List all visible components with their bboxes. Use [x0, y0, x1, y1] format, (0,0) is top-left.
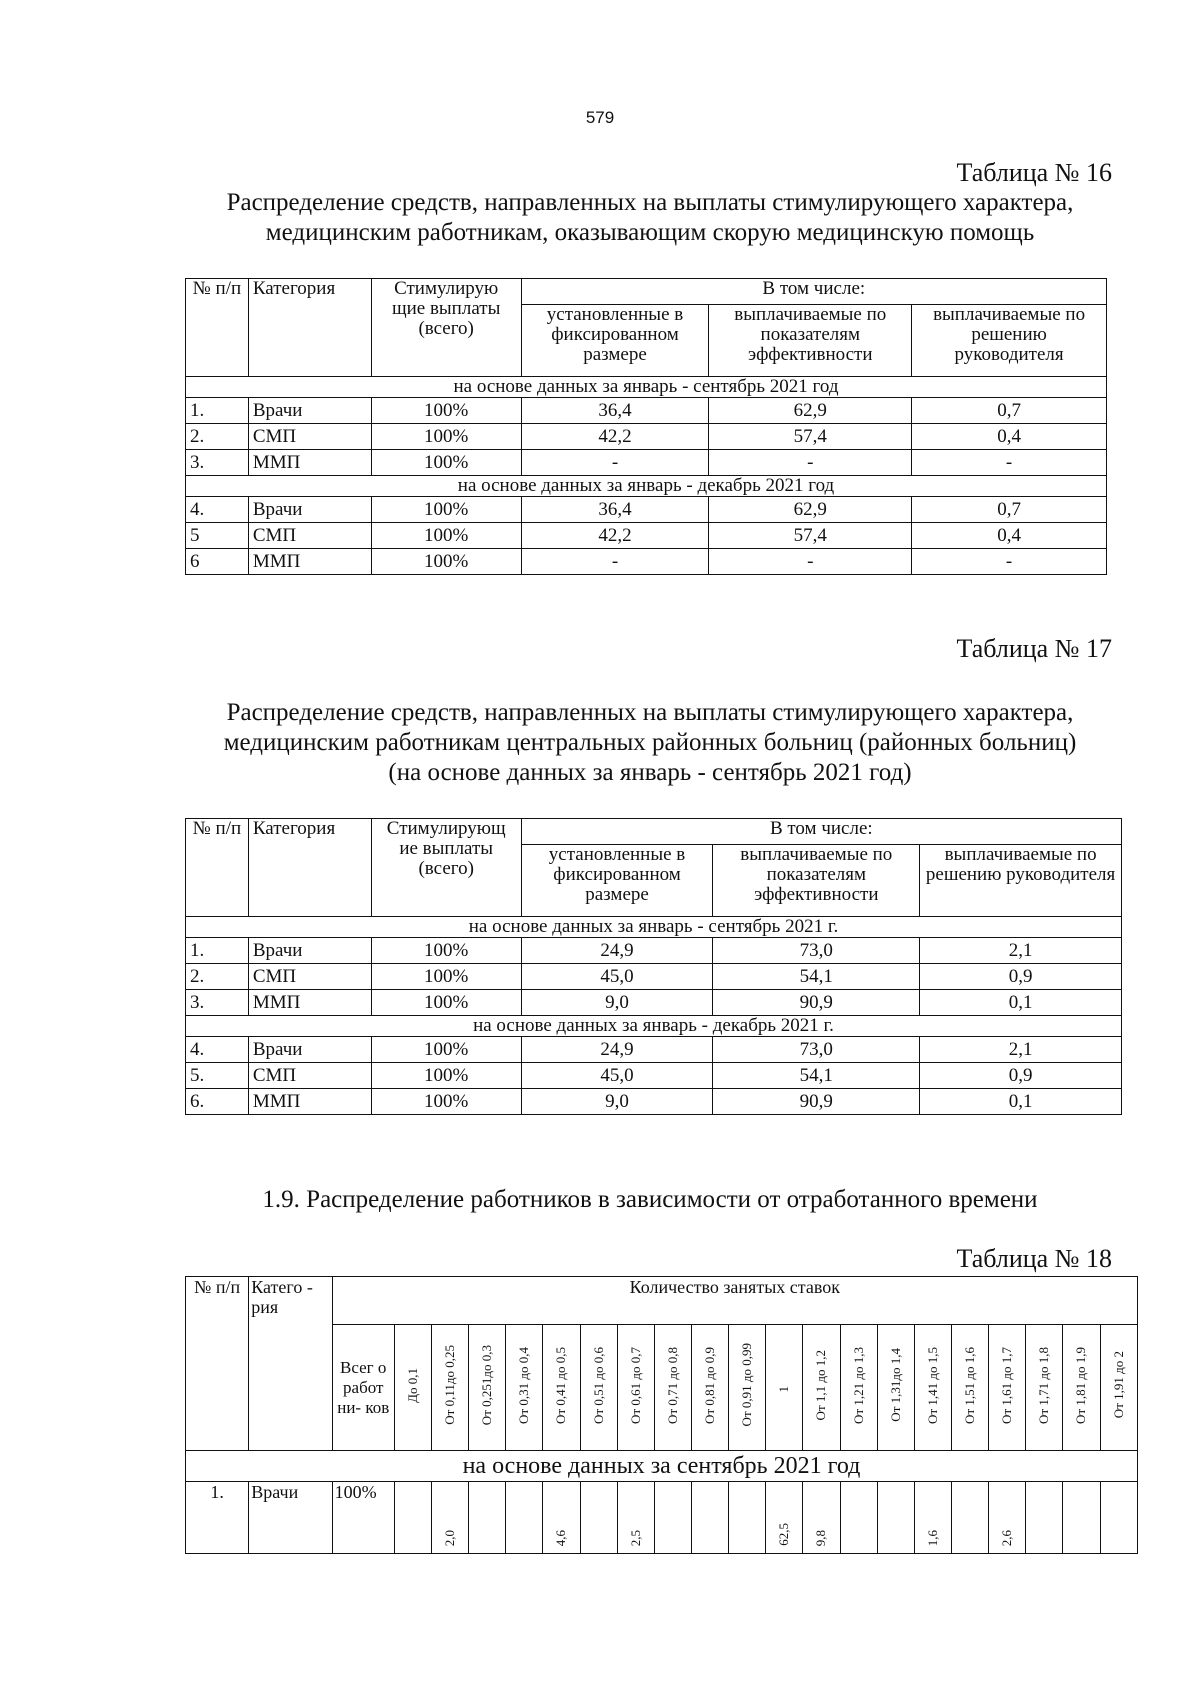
t17-r3-mgr: 0,1 [920, 990, 1122, 1016]
table-row [186, 1482, 1138, 1554]
t16-r4-total: 100% [371, 497, 521, 523]
t18-header-category: Катего - рия [249, 1277, 332, 1451]
t17-r3-fixed: 9,0 [521, 990, 713, 1016]
t17-r2-cat: СМП [248, 964, 371, 990]
t18-col-header [877, 1325, 914, 1451]
t17-r1-eff: 73,0 [713, 938, 920, 964]
t18-r1-value-text: 1,6 [924, 1529, 940, 1546]
table-row [186, 549, 1107, 575]
t18-col-header [617, 1325, 654, 1451]
t18-header-total-workers: Всег о работ ни- ков [332, 1325, 394, 1451]
t17-r4-fixed: 24,9 [521, 1037, 713, 1063]
table-18-label: Таблица № 18 [956, 1244, 1112, 1273]
t17-header-including: В том числе: [521, 819, 1121, 845]
t17-header-manager-text: выплачиваемые по решению руководителя [925, 844, 1116, 885]
t18-col-header [654, 1325, 691, 1451]
table-row [186, 450, 1107, 476]
t18-col-header [840, 1325, 877, 1451]
t16-r6-fixed: - [521, 549, 709, 575]
t16-r4-num: 4. [186, 497, 249, 523]
t17-r4-cat: Врачи [248, 1037, 371, 1063]
t17-r1-fixed: 24,9 [521, 938, 713, 964]
table-row [186, 990, 1122, 1016]
t18-r1-value-text: 4,6 [553, 1529, 569, 1546]
t17-r5-fixed: 45,0 [521, 1063, 713, 1089]
t18-r1-value [543, 1482, 580, 1554]
t17-r5-eff: 54,1 [713, 1063, 920, 1089]
t16-header-total: Стимулирую щие выплаты (всего) [371, 279, 521, 377]
table-row [186, 1089, 1122, 1115]
t16-r5-mgr: 0,4 [912, 523, 1107, 549]
t16-r3-total: 100% [371, 450, 521, 476]
t18-r1-value [469, 1482, 506, 1554]
t16-r3-num: 3. [186, 450, 249, 476]
t16-header-num: № п/п [186, 279, 249, 377]
t16-r6-num: 6 [186, 549, 249, 575]
t18-col-header-text: 1 [776, 1386, 792, 1393]
table-row [186, 398, 1107, 424]
t18-col-header [951, 1325, 988, 1451]
table-17-title-line1: Распределение средств, направленных на выплаты стимулирующего характера, [226, 699, 1074, 726]
t17-r1-cat: Врачи [248, 938, 371, 964]
t17-r6-mgr: 0,1 [920, 1089, 1122, 1115]
t16-r2-num: 2. [186, 424, 249, 450]
t17-r5-mgr: 0,9 [920, 1063, 1122, 1089]
t17-r5-total: 100% [371, 1063, 521, 1089]
table-18 [185, 1276, 1138, 1554]
t16-section-1: на основе данных за январь - сентябрь 2021 год [186, 377, 1107, 398]
t18-col-header-text: От 0,61 до 0,7 [627, 1346, 643, 1424]
t16-r5-fixed: 42,2 [521, 523, 709, 549]
t18-r1-value-text: 2,0 [442, 1529, 458, 1546]
t18-r1-value [506, 1482, 543, 1554]
t18-r1-total: 100% [332, 1482, 394, 1554]
t16-r6-total: 100% [371, 549, 521, 575]
t17-header-total: Стимулирующ ие выплаты (всего) [371, 819, 521, 917]
t17-r6-num: 6. [186, 1089, 249, 1115]
table-row [186, 497, 1107, 523]
t17-r5-cat: СМП [248, 1063, 371, 1089]
t16-header-including: В том числе: [521, 279, 1106, 305]
t18-r1-value-text: 2,6 [999, 1529, 1015, 1546]
t16-header-category: Категория [248, 279, 371, 377]
t18-col-header-text: От 1,41 до 1,5 [924, 1346, 940, 1424]
t16-r2-mgr: 0,4 [912, 424, 1107, 450]
t17-r3-eff: 90,9 [713, 990, 920, 1016]
t18-r1-value [1100, 1482, 1137, 1554]
t16-section-2: на основе данных за январь - декабрь 2021 год [186, 476, 1107, 497]
table-row [186, 1037, 1122, 1063]
t16-header-fixed [521, 305, 709, 377]
t16-r1-num: 1. [186, 398, 249, 424]
t17-r1-num: 1. [186, 938, 249, 964]
t18-col-header-text: От 1,81 до 1,9 [1073, 1346, 1089, 1424]
t18-r1-value [766, 1482, 803, 1554]
t18-r1-value-text: 2,5 [627, 1529, 643, 1546]
t17-r2-num: 2. [186, 964, 249, 990]
t16-r6-cat: ММП [248, 549, 371, 575]
t18-r1-value [914, 1482, 951, 1554]
t17-r2-fixed: 45,0 [521, 964, 713, 990]
table-row [186, 938, 1122, 964]
t16-r4-fixed: 36,4 [521, 497, 709, 523]
t17-r3-total: 100% [371, 990, 521, 1016]
t17-r2-total: 100% [371, 964, 521, 990]
t16-header-fixed-text: установленные в фиксированном размере [546, 304, 684, 365]
t17-r3-num: 3. [186, 990, 249, 1016]
t18-r1-value [580, 1482, 617, 1554]
t18-col-header-text: До 0,1 [404, 1367, 420, 1403]
t18-r1-cat: Врачи [249, 1482, 332, 1554]
t18-col-header-text: От 1,1 до 1,2 [813, 1349, 829, 1421]
t17-r6-cat: ММП [248, 1089, 371, 1115]
t18-col-header-text: От 0,91 до 0,99 [739, 1343, 755, 1427]
t18-col-header [989, 1325, 1026, 1451]
table-16-label: Таблица № 16 [956, 158, 1112, 187]
t18-col-header [914, 1325, 951, 1451]
t18-col-header [803, 1325, 840, 1451]
t16-r2-total: 100% [371, 424, 521, 450]
t16-r1-cat: Врачи [248, 398, 371, 424]
t17-r5-num: 5. [186, 1063, 249, 1089]
t17-section-1: на основе данных за январь - сентябрь 2021 г. [186, 917, 1122, 938]
section-1-9-heading: 1.9. Распределение работников в зависимости от отработанного времени [262, 1186, 1038, 1213]
t18-header-num: № п/п [186, 1277, 249, 1451]
t16-r2-fixed: 42,2 [521, 424, 709, 450]
t16-r4-cat: Врачи [248, 497, 371, 523]
t16-r1-total: 100% [371, 398, 521, 424]
t18-col-header [691, 1325, 728, 1451]
t16-r5-eff: 57,4 [709, 523, 912, 549]
t18-r1-value [691, 1482, 728, 1554]
t17-header-category: Категория [248, 819, 371, 917]
t18-col-header-text: От 1,91 до 2 [1110, 1351, 1126, 1419]
table-17-title-line2: медицинским работникам центральных районных больниц (районных больниц) [223, 729, 1077, 756]
table-row [186, 523, 1107, 549]
t18-col-header [729, 1325, 766, 1451]
page-number: 579 [585, 108, 615, 127]
t18-col-header [432, 1325, 469, 1451]
t17-r2-eff: 54,1 [713, 964, 920, 990]
table-16-title [150, 188, 1150, 248]
t16-r3-cat: ММП [248, 450, 371, 476]
t17-header-fixed [521, 845, 713, 917]
t18-col-header-text: От 0,71 до 0,8 [664, 1346, 680, 1424]
table-17 [185, 818, 1122, 1115]
table-16-title-line2: медицинским работникам, оказывающим скорую медицинскую помощь [265, 219, 1035, 246]
t17-r1-total: 100% [371, 938, 521, 964]
t17-header-manager [920, 845, 1122, 917]
t17-r4-eff: 73,0 [713, 1037, 920, 1063]
t16-r3-mgr: - [912, 450, 1107, 476]
t17-r6-total: 100% [371, 1089, 521, 1115]
t18-r1-value [394, 1482, 431, 1554]
t18-col-header [766, 1325, 803, 1451]
t16-r5-total: 100% [371, 523, 521, 549]
t18-col-header-text: От 1,51 до 1,6 [962, 1346, 978, 1424]
t16-r4-mgr: 0,7 [912, 497, 1107, 523]
t18-r1-value [1026, 1482, 1063, 1554]
t16-r2-eff: 57,4 [709, 424, 912, 450]
t18-header-rates: Количество занятых ставок [332, 1277, 1137, 1325]
t17-r4-mgr: 2,1 [920, 1037, 1122, 1063]
t18-col-header-text: От 0,51 до 0,6 [590, 1346, 606, 1424]
t18-col-header-text: От 1,61 до 1,7 [999, 1346, 1015, 1424]
t18-col-header-text: От 0,31 до 0,4 [516, 1346, 532, 1424]
t17-r6-eff: 90,9 [713, 1089, 920, 1115]
t16-r3-fixed: - [521, 450, 709, 476]
t18-r1-value-text: 62,5 [776, 1523, 792, 1546]
t18-col-header-text: От 1,31до 1,4 [887, 1348, 903, 1422]
t18-col-header [469, 1325, 506, 1451]
table-17-title-line3: (на основе данных за январь - сентябрь 2021 год) [388, 759, 912, 786]
t16-r3-eff: - [709, 450, 912, 476]
t17-header-efficiency-text: выплачиваемые по показателям эффективности [740, 844, 893, 905]
t18-col-header [543, 1325, 580, 1451]
t16-header-manager [912, 305, 1107, 377]
t18-col-header-text: От 0,41 до 0,5 [553, 1346, 569, 1424]
t17-r4-num: 4. [186, 1037, 249, 1063]
t16-r1-eff: 62,9 [709, 398, 912, 424]
table-16-title-line1: Распределение средств, направленных на выплаты стимулирующего характера, [226, 189, 1074, 216]
t18-col-header-text: От 0,81 до 0,9 [702, 1346, 718, 1424]
t18-col-header [580, 1325, 617, 1451]
t16-header-manager-text: выплачиваемые по решению руководителя [933, 304, 1086, 365]
t18-r1-value [840, 1482, 877, 1554]
t17-header-fixed-text: установленные в фиксированном размере [548, 844, 686, 905]
table-16 [185, 278, 1107, 575]
t18-col-header [1026, 1325, 1063, 1451]
t18-r1-num: 1. [186, 1482, 249, 1554]
t18-r1-value [432, 1482, 469, 1554]
table-17-label: Таблица № 17 [956, 634, 1112, 663]
t18-col-header [506, 1325, 543, 1451]
t17-header-efficiency [713, 845, 920, 917]
t18-section-1: на основе данных за сентябрь 2021 год [186, 1451, 1138, 1482]
t18-r1-value [989, 1482, 1026, 1554]
t16-r6-mgr: - [912, 549, 1107, 575]
t16-r4-eff: 62,9 [709, 497, 912, 523]
t18-r1-value [803, 1482, 840, 1554]
t17-r6-fixed: 9,0 [521, 1089, 713, 1115]
t18-r1-value [951, 1482, 988, 1554]
table-row [186, 1063, 1122, 1089]
t18-col-header [394, 1325, 431, 1451]
t17-r1-mgr: 2,1 [920, 938, 1122, 964]
t16-header-efficiency [709, 305, 912, 377]
t17-header-num: № п/п [186, 819, 249, 917]
t18-r1-value [729, 1482, 766, 1554]
t18-r1-value [617, 1482, 654, 1554]
t18-col-header-text: От 0,251до 0,3 [479, 1344, 495, 1426]
t17-r3-cat: ММП [248, 990, 371, 1016]
t17-section-2: на основе данных за январь - декабрь 2021 г. [186, 1016, 1122, 1037]
t18-r1-value [654, 1482, 691, 1554]
t16-r1-fixed: 36,4 [521, 398, 709, 424]
t18-col-header-text: От 0,11до 0,25 [442, 1345, 458, 1425]
t18-col-header-text: От 1,71 до 1,8 [1036, 1346, 1052, 1424]
t16-header-efficiency-text: выплачиваемые по показателям эффективности [734, 304, 887, 365]
t18-r1-value [1063, 1482, 1100, 1554]
t17-r2-mgr: 0,9 [920, 964, 1122, 990]
table-row [186, 424, 1107, 450]
t18-r1-value [877, 1482, 914, 1554]
t16-r1-mgr: 0,7 [912, 398, 1107, 424]
table-17-title [150, 698, 1150, 788]
t16-r5-num: 5 [186, 523, 249, 549]
t17-r4-total: 100% [371, 1037, 521, 1063]
t16-r6-eff: - [709, 549, 912, 575]
t18-col-header-text: От 1,21 до 1,3 [850, 1346, 866, 1424]
t18-col-header [1063, 1325, 1100, 1451]
t16-r5-cat: СМП [248, 523, 371, 549]
t16-r2-cat: СМП [248, 424, 371, 450]
t18-col-header [1100, 1325, 1137, 1451]
t18-r1-value-text: 9,8 [813, 1529, 829, 1546]
table-row [186, 964, 1122, 990]
